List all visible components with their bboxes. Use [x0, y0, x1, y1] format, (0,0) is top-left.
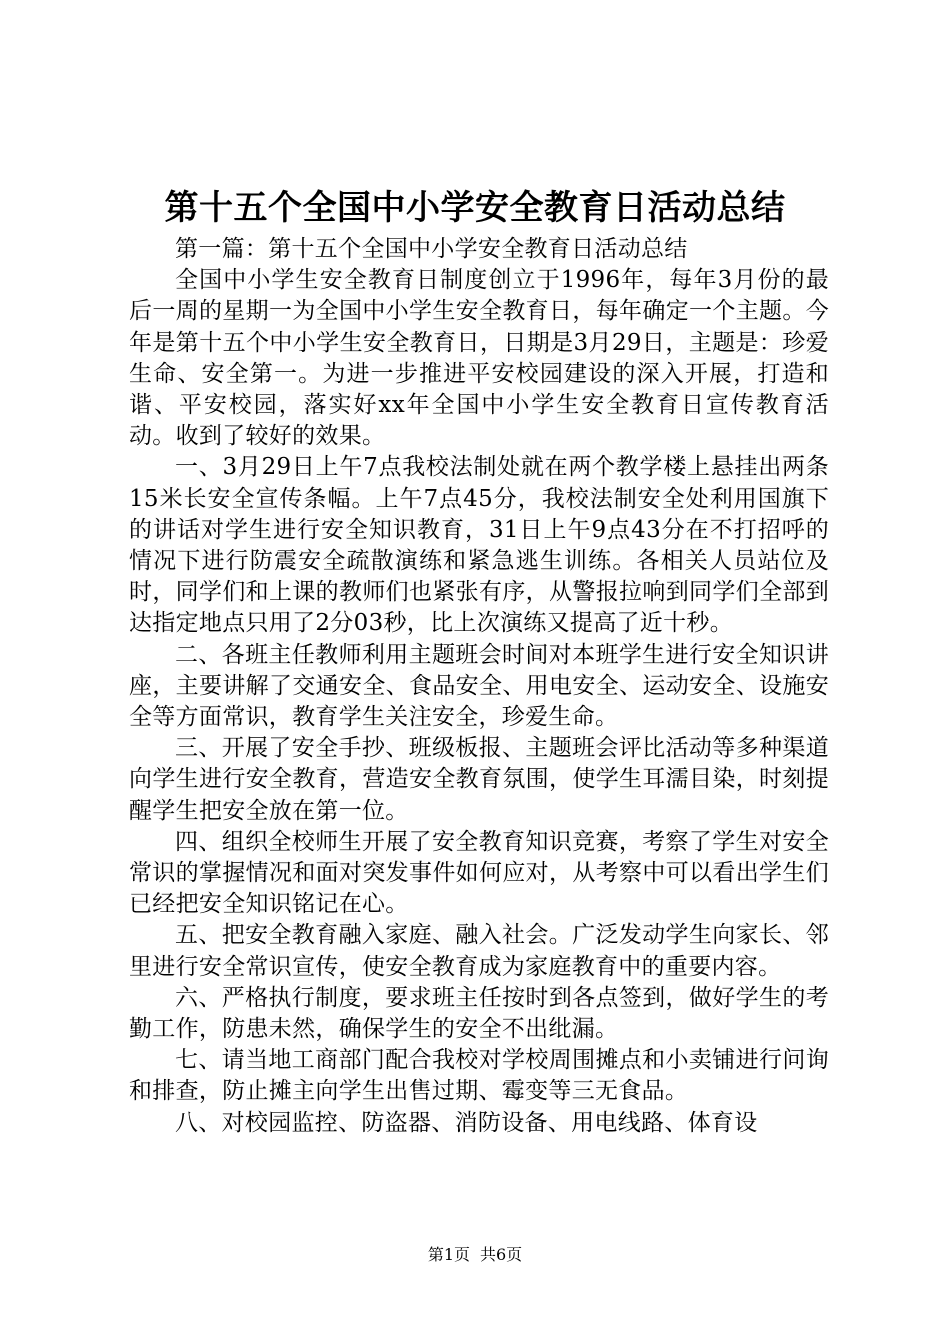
paragraph: 八、对校园监控、防盗器、消防设备、用电线路、体育设 — [175, 1109, 758, 1136]
page-total: 共6页 — [480, 1245, 523, 1264]
paragraph: 三、开展了安全手抄、班级板报、主题班会评比活动等多种渠道向学生进行安全教育，营造安全教育氛围，使学生耳濡目染，时刻提醒学生把安全放在第一位。 — [129, 735, 829, 824]
paragraph: 一、3月29日上午7点我校法制处就在两个教学楼上悬挂出两条15米长安全宣传条幅。上午7点45分，我校法制安全处利用国旗下的讲话对学生进行安全知识教育，31日上午9点43分在不打招呼的情况下进行防震安全疏散演练和紧急逃生训练。各相关人员站位及时，同学们和上课的教师们也紧张有序，从警报拉响到同学们全部到达指定地点只用了2分03秒，比上次演练又提高了近十秒。 — [129, 454, 829, 637]
document-title: 第十五个全国中小学安全教育日活动总结 — [164, 188, 786, 228]
paragraph: 全国中小学生安全教育日制度创立于1996年，每年3月份的最后一周的星期一为全国中小学生安全教育日，每年确定一个主题。今年是第十五个中小学生安全教育日，日期是3月29日，主题是：珍爱生命、安全第一。为进一步推进平安校园建设的深入开展，打造和谐、平安校园，落实好xx年全国中小学生安全教育日宣传教育活动。收到了较好的效果。 — [129, 267, 829, 450]
paragraph: 五、把安全教育融入家庭、融入社会。广泛发动学生向家长、邻里进行安全常识宣传，使安全教育成为家庭教育中的重要内容。 — [129, 922, 829, 980]
paragraph: 二、各班主任教师利用主题班会时间对本班学生进行安全知识讲座，主要讲解了交通安全、食品安全、用电安全、运动安全、设施安全等方面常识，教育学生关注安全，珍爱生命。 — [129, 641, 829, 731]
page-footer — [0, 1244, 950, 1266]
document-body — [129, 234, 829, 1139]
paragraph: 六、严格执行制度，要求班主任按时到各点签到，做好学生的考勤工作，防患未然，确保学生的安全不出纰漏。 — [129, 984, 829, 1043]
paragraph: 七、请当地工商部门配合我校对学校周围摊点和小卖铺进行问询和排查，防止摊主向学生出售过期、霉变等三无食品。 — [129, 1047, 829, 1105]
page-number: 第1页 — [427, 1245, 470, 1264]
section-heading: 第一篇：第十五个全国中小学安全教育日活动总结 — [175, 236, 688, 262]
paragraph: 四、组织全校师生开展了安全教育知识竞赛，考察了学生对安全常识的掌握情况和面对突发事件如何应对，从考察中可以看出学生们已经把安全知识铭记在心。 — [129, 828, 829, 918]
